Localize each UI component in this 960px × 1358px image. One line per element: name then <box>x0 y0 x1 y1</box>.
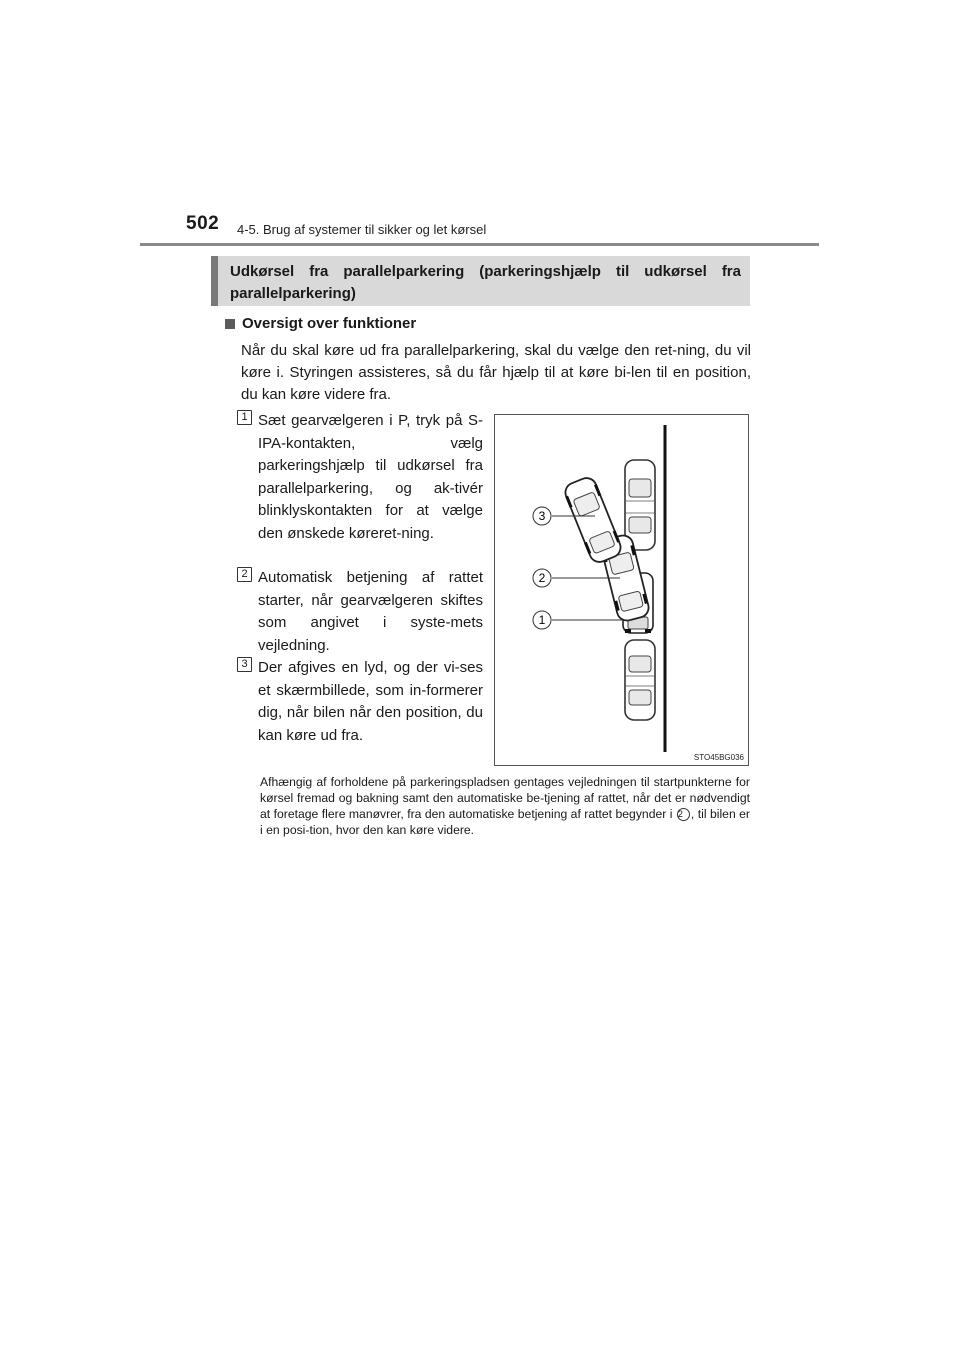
step-number-2: 2 <box>237 567 252 582</box>
step-2-text: Automatisk betjening af rattet starter, når gearvælgeren skiftes som angivet i syste-mets vejledning. <box>258 569 483 654</box>
intro-paragraph: Når du skal køre ud fra parallelparkering, skal du vælge den ret-ning, du vil køre i. Styringen assisteres, så du får hjælp til at køre bi-len til en position, du kan køre videre fra. <box>241 342 751 403</box>
vehicle-position-3 <box>562 475 625 566</box>
callout-1 <box>533 611 551 629</box>
callout-2-label: 2 <box>538 571 546 585</box>
callout-3 <box>533 507 551 525</box>
section-title: Udkørsel fra parallelparkering (parkeringshjælp til udkørsel fra parallelparkering) <box>230 263 741 302</box>
square-bullet-icon <box>225 319 235 329</box>
callout-2 <box>533 569 551 587</box>
step-1 <box>237 410 483 545</box>
callout-3-label: 3 <box>538 509 546 523</box>
step-1-text: Sæt gearvælgeren i P, tryk på S-IPA-kontakten, vælg parkeringshjælp til udkørsel fra parallelparkering, og ak-tivér blinklyskontakten for at vælge den ønskede køreret-ning. <box>258 412 483 542</box>
step-3-text: Der afgives en lyd, og der vi-ses et skærmbillede, som in-formerer dig, når bilen når den position, du kan køre ud fra. <box>258 659 483 744</box>
note-text-after: , til bilen er i en posi-tion, hvor den kan køre videre. <box>260 807 750 837</box>
step-number-3: 3 <box>237 657 252 672</box>
chapter-title: 4-5. Brug af systemer til sikker og let kørsel <box>237 222 487 237</box>
callout-1-label: 1 <box>538 613 546 627</box>
note-text-before: Afhængig af forholdene på parkeringspladsen gentages vejledningen til startpunkterne for kørsel fremad og bakning samt den automatiske be-tjening af rattet, når det er nødvendigt at foretage flere manøvrer, fra den automatiske betjening af rattet begynder i <box>260 775 750 821</box>
inline-step-ref: 2 <box>677 808 690 821</box>
parked-car-front <box>625 460 655 550</box>
step-2 <box>237 567 483 657</box>
figure-code: STO45BG036 <box>693 753 744 762</box>
section-heading-box <box>211 256 750 306</box>
note-paragraph <box>260 774 750 838</box>
page-number: 502 <box>186 213 220 234</box>
step-number-1: 1 <box>237 410 252 425</box>
step-3 <box>237 657 483 747</box>
parked-car-rear <box>625 640 655 720</box>
parking-illustration <box>494 414 749 766</box>
subsection-title: Oversigt over funktioner <box>242 315 417 332</box>
header-divider <box>140 243 819 246</box>
parking-diagram <box>495 415 748 765</box>
subsection-heading <box>225 315 416 332</box>
